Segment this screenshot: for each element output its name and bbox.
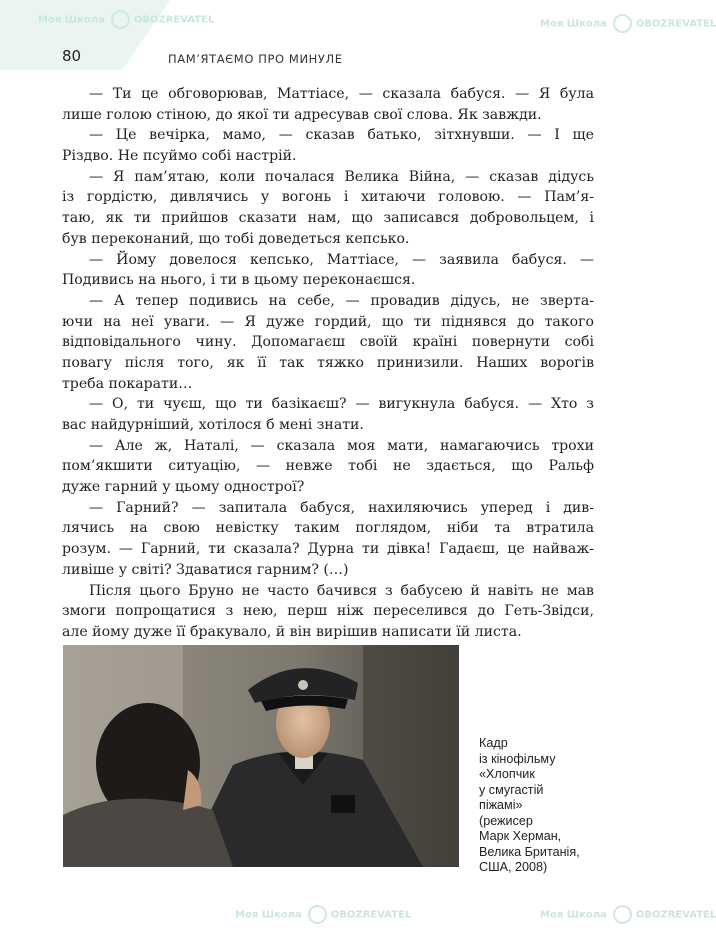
text-line: — Це вечірка, мамо, — сказав батько, зітхнувши. — І ще — [89, 127, 594, 144]
text-line: був переконаний, що тобі доведеться кепсько. — [62, 230, 410, 247]
text-line: вас найдурніший, хотілося б мені знати. — [62, 417, 364, 433]
caption-line: у смугастій — [479, 782, 544, 797]
text-line: розум. — Гарний, ти сказала? Дурна ти дівка! Гадаєш, це найваж- — [62, 541, 594, 558]
text-line: — Йому довелося кепсько, Маттіасе, — заявила бабуся. — — [89, 251, 594, 268]
caption-line: піжамі» — [479, 798, 523, 812]
text-line: — Я пам’ятаю, коли почалася Велика Війна, — сказав дідусь — [89, 168, 594, 185]
page-number: 80 — [62, 47, 82, 65]
watermark-logo-icon — [613, 905, 632, 924]
header-corner-decoration — [0, 0, 170, 70]
text-line: повагу після того, як її так тяжко принизили. Наших ворогів — [62, 354, 594, 371]
text-line: — Гарний? — запитала бабуся, нахиляючись уперед і див- — [89, 499, 594, 516]
text-line: — Але ж, Наталі, — сказала моя мати, намагаючись трохи — [89, 437, 594, 454]
text-line: дуже гарний у цьому однострої? — [62, 479, 305, 496]
text-line: відповідального чину. Допомагаєш своїй країні повернути собі — [62, 334, 594, 351]
text-line: лячись на свою невістку таким поглядом, ніби та втратила — [62, 520, 594, 537]
film-still-image — [63, 645, 459, 867]
text-line: — Ти це обговорював, Маттіасе, — сказала бабуся. — Я була — [89, 86, 594, 102]
caption-line: Марк Херман, — [479, 829, 562, 843]
caption-line: (режисер — [479, 813, 533, 828]
watermark-logo-icon — [308, 905, 327, 924]
story-text — [62, 84, 594, 643]
running-title: ПАМ’ЯТАЄМО ПРО МИНУЛЕ — [168, 52, 343, 66]
watermark: Моя Школа OBOZREVATEL — [540, 905, 716, 924]
caption-line: США, 2008) — [479, 860, 548, 874]
image-caption — [479, 736, 609, 876]
text-line: ливіше у світі? Здаватися гарним? (…) — [62, 561, 349, 578]
watermark-logo-icon — [613, 14, 632, 33]
caption-line: Кадр — [479, 736, 508, 750]
text-line: змоги попрощатися з нею, перш ніж переселився до Геть-Звідси, — [62, 603, 594, 620]
caption-line: Велика Британія, — [479, 844, 580, 859]
caption-line: із кінофільму — [479, 751, 556, 766]
text-line: але йому дуже її бракувало, й він вирішив написати їй листа. — [62, 623, 522, 640]
text-line: — А тепер подивись на себе, — провадив дідусь, не зверта- — [89, 292, 594, 309]
text-line: Подивись на нього, і ти в цьому переконаєшся. — [62, 272, 416, 289]
text-line: ючи на неї уваги. — Я дуже гордий, що ти піднявся до такого — [62, 313, 594, 330]
text-line: лише голою стіною, до якої ти адресував свої слова. Як завжди. — [62, 106, 542, 123]
watermark: Моя Школа OBOZREVATEL — [38, 10, 214, 29]
watermark: Моя Школа OBOZREVATEL — [235, 905, 411, 924]
text-line: — О, ти чуєш, що ти базікаєш? — вигукнула бабуся. — Хто з — [89, 396, 594, 413]
text-line: Різдво. Не псуймо собі настрій. — [62, 148, 297, 165]
text-line: треба покарати… — [62, 375, 193, 392]
text-line: Після цього Бруно не часто бачився з бабусею й навіть не мав — [89, 582, 594, 599]
text-line: таю, як ти прийшов сказати нам, що записався добровольцем, і — [62, 210, 594, 227]
watermark: Моя Школа OBOZREVATEL — [540, 14, 716, 33]
text-line: із гордістю, дивлячись у вогонь і хитаючи головою. — Пам’я- — [62, 189, 594, 206]
caption-line: «Хлопчик — [479, 767, 535, 781]
text-line: пом’якшити ситуацію, — невже тобі не здається, що Ральф — [62, 458, 594, 475]
